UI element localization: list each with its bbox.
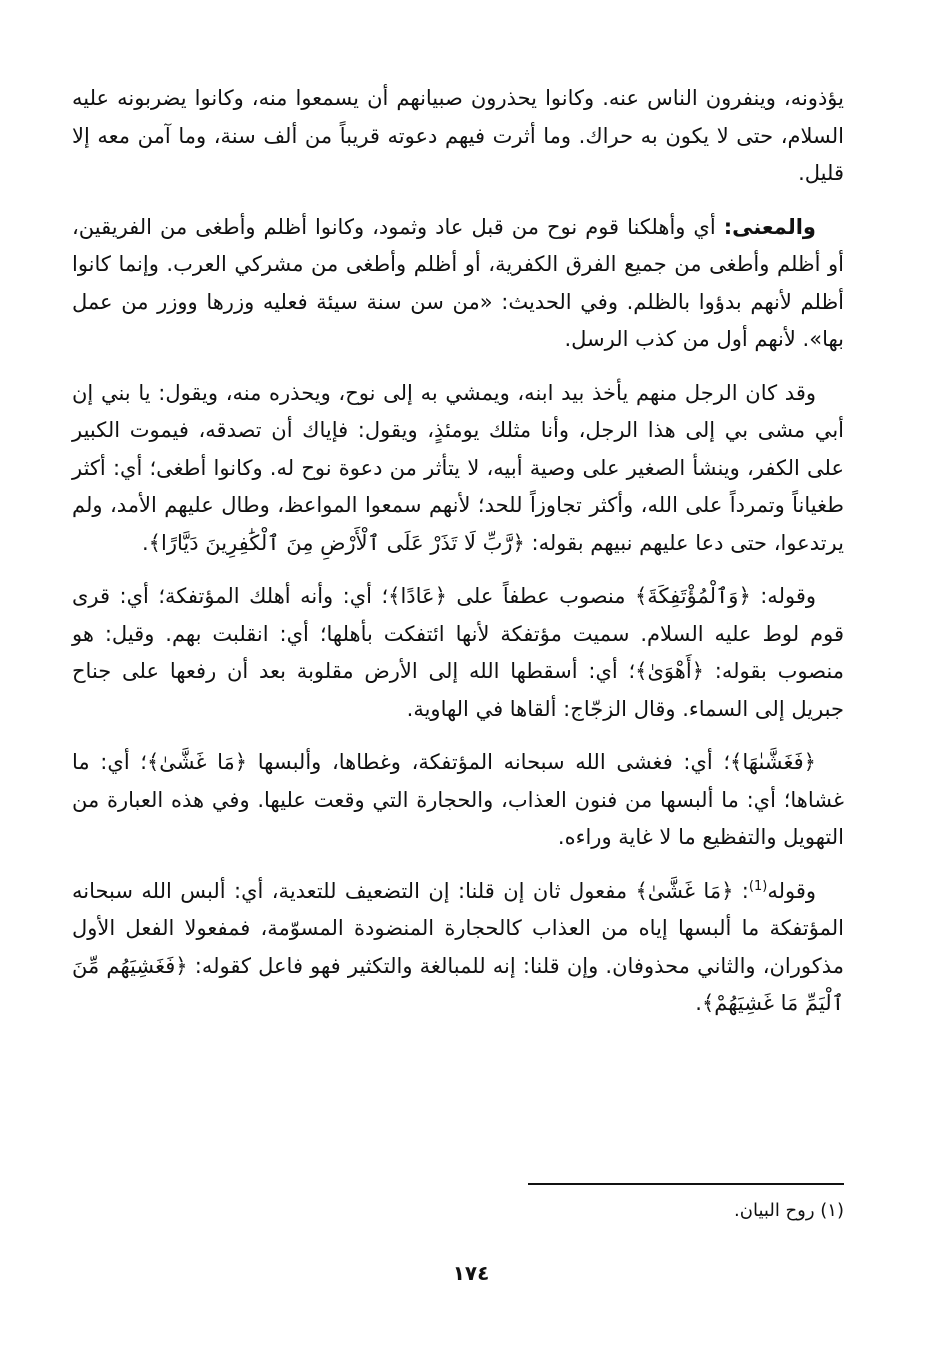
paragraph-text: وقد كان الرجل منهم يأخذ بيد ابنه، ويمشي به إلى نوح، ويحذره منه، ويقول: يا بني إن أبي مشى بي إلى هذا الرجل، وأنا مثلك يومئذٍ، ويقول: فإياك أن تصدقه، فيموت الكبير على الكفر، وينشأ الصغير على وصية أبيه، لا يتأثر من دعوة نوح له. وكانوا أطغى؛ أي: أكثر طغياناً وتمرداً على الله، وأكثر تجاوزاً للحد؛ لأنهم سمعوا المواعظ، وطال عليهم الأمد، ولم يرتدعوا، حتى دعا عليهم نبيهم بقوله: ﴿رَّبِّ لَا تَذَرْ عَلَى ٱلْأَرْضِ مِنَ ٱلْكَٰفِرِينَ دَيَّارًا﴾. — [72, 380, 844, 555]
footnote-reference[interactable]: (1) — [748, 878, 768, 894]
main-text-column — [72, 80, 844, 1039]
paragraph-2 — [72, 209, 844, 359]
paragraph-lead-word: والمعنى: — [723, 214, 816, 239]
paragraph-1 — [72, 80, 844, 193]
paragraph-text: يؤذونه، وينفرون الناس عنه. وكانوا يحذرون صبيانهم أن يسمعوا منه، وكانوا يضربونه عليه السلام، حتى لا يكون به حراك. وما أثرت فيهم دعوته قريباً من ألف سنة، وما آمن معه إلا قليل. — [72, 86, 844, 185]
paragraph-colon: : — [733, 878, 749, 903]
paragraph-text: ﴿مَا غَشَّىٰ﴾ مفعول ثان إن قلنا: إن التضعيف للتعدية، أي: ألبس الله سبحانه المؤتفكة ما ألبسها إياه من العذاب كالحجارة المنضودة المسوّمة، فمفعولا الفعل الأول مذكوران، والثاني محذوفان. وإن قلنا: إنه للمبالغة والتكثير فهو فاعل كقوله: ﴿فَغَشِيَهُم مِّنَ ٱلْيَمِّ مَا غَشِيَهُمْ﴾. — [72, 878, 844, 1015]
page-number: ١٧٤ — [452, 1261, 490, 1285]
paragraph-5 — [72, 744, 844, 857]
paragraph-text: وقوله: ﴿وَٱلْمُؤْتَفِكَةَ﴾ منصوب عطفاً على ﴿عَادًا﴾؛ أي: وأنه أهلك المؤتفكة؛ أي: قرى قوم لوط عليه السلام. سميت مؤتفكة لأنها ائتفكت بأهلها؛ أي: انقلبت بهم. وقيل: هو منصوب بقوله: ﴿أَهْوَىٰ﴾؛ أي: أسقطها الله إلى الأرض مقلوبة بعد أن رفعها على جناح جبريل إلى السماء. وقال الزجّاج: ألقاها في الهاوية. — [72, 584, 844, 721]
paragraph-6 — [72, 873, 844, 1023]
paragraph-text: أي وأهلكنا قوم نوح من قبل عاد وثمود، وكانوا أظلم وأطغى من الفريقين، أو أظلم وأطغى من جميع الفرق الكفرية، أو أظلم وأطغى من مشركي العرب. وإنما كانوا أظلم لأنهم بدؤوا بالظلم. وفي الحديث: «من سن سنة سيئة فعليه وزرها ووزر من عمل بها». لأنهم أول من كذب الرسل. — [72, 214, 844, 351]
paragraph-prefix: وقوله — [767, 878, 816, 903]
paragraph-3 — [72, 375, 844, 563]
footnote-divider — [528, 1183, 844, 1185]
footnote: (١) روح البيان. — [734, 1200, 844, 1221]
paragraph-4 — [72, 578, 844, 728]
paragraph-text: ﴿فَغَشَّىٰهَا﴾؛ أي: فغشى الله سبحانه المؤتفكة، وغطاها، وألبسها ﴿مَا غَشَّىٰ﴾؛ أي: ما غشاها؛ أي: ما ألبسها من فنون العذاب، والحجارة التي وقعت عليها. وفي هذه العبارة من التهويل والتفظيع ما لا غاية وراءه. — [72, 750, 844, 849]
